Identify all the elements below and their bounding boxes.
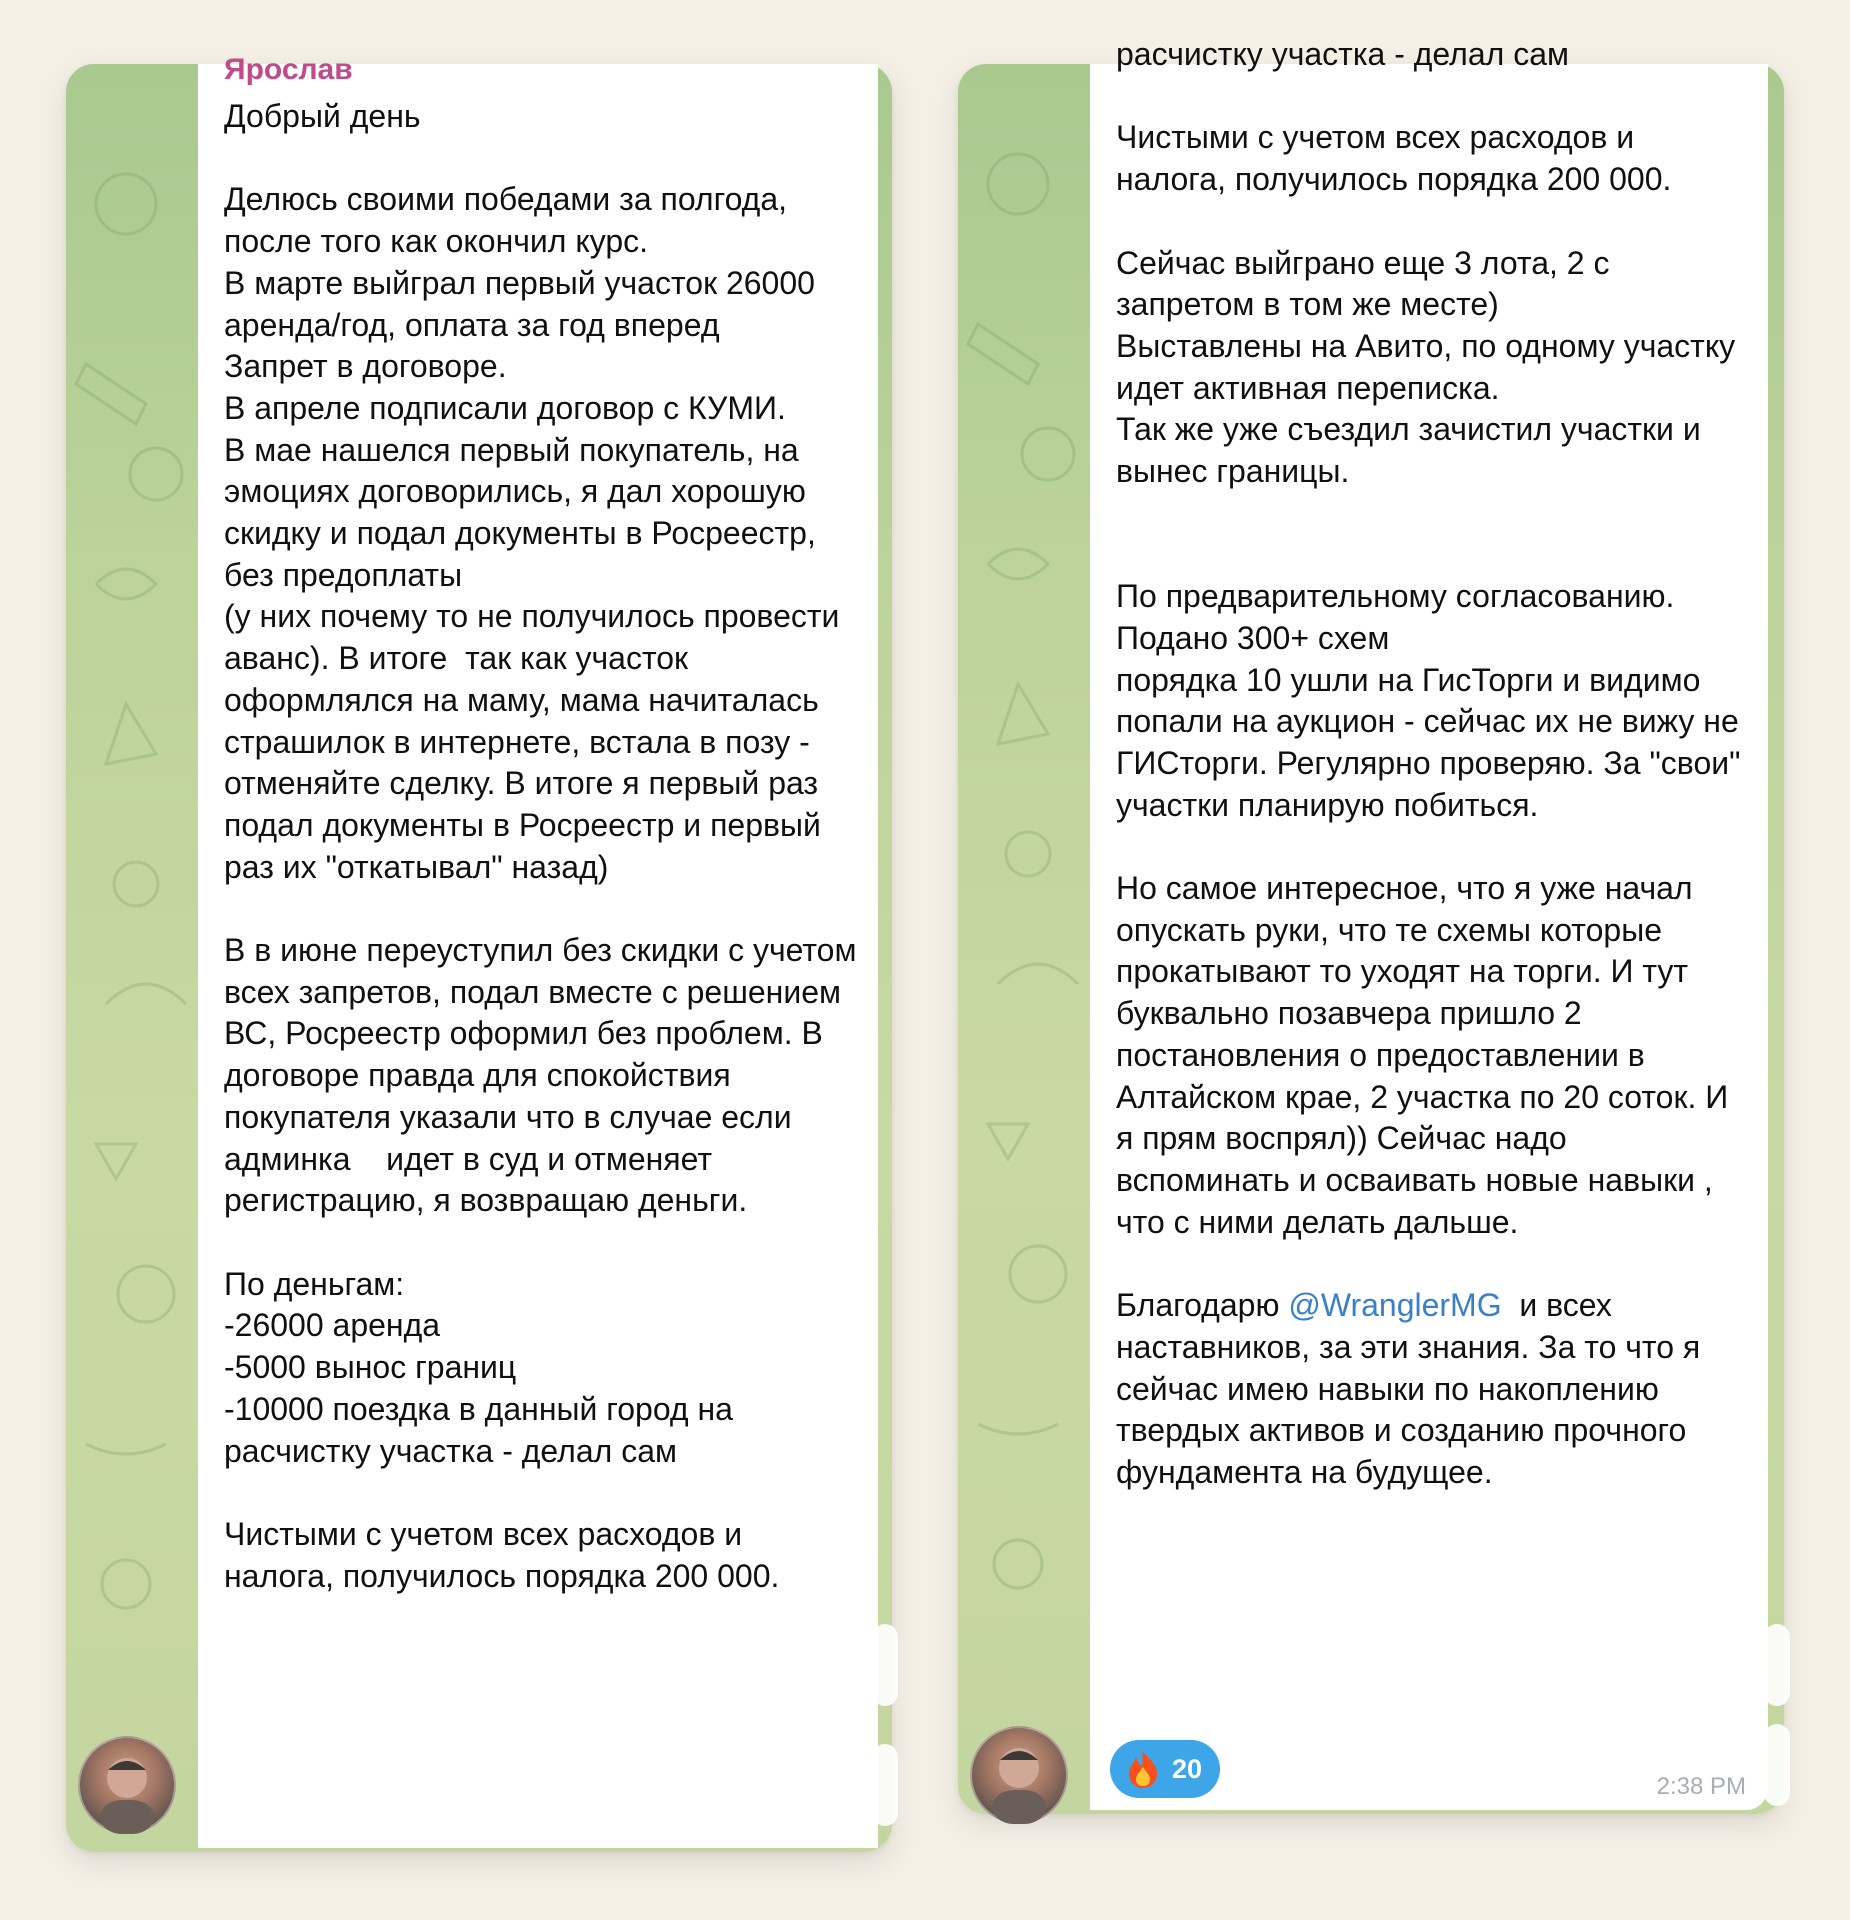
flame-icon: [1124, 1749, 1162, 1789]
message-text-part: расчистку участка - делал сам Чистыми с учетом всех расходов и налога, получилось порядка 200 000. Сейчас выйграно еще 3 лота, 2 с запретом в том же месте) Выставлены на Авито, по одному участку идет активная переписка. Так же уже съездил зачистил участки и вынес границы. По предварительному согласованию. Подано 300+ схем порядка 10 ушли на ГисТорги и видимо попали на аукцион - сейчас их не вижу не ГИСторги. Регулярно проверяю. За "свои" участки планирую побиться. Но самое интересное, что я уже начал опускать руки, что те схемы которые прокатывают то уходят на торги. И тут буквально позавчера пришло 2 постановления о предоставлении в Алтайском крае, 2 участка по 20 соток. И я прям воспрял)) Сейчас надо вспоминать и осваивать новые навыки , что с ними делать дальше. Благодарю: [1116, 36, 1741, 1324]
sender-name[interactable]: Ярослав: [224, 53, 353, 86]
message-text: Добрый день Делюсь своими победами за полгода, после того как окончил курс. В марте выйграл первый участок 26000 аренда/год, оплата за год вперед Запрет в договоре. В апреле подписали договор с КУМИ. В мае нашелся первый покупатель, на эмоциях договорились, я дал хорошую скидку и подал документы в Росреестр, без предоплаты (у них почему то не получилось провести аванс). В итоге так как участок оформлялся на маму, мама начиталась страшилок в интернете, встала в позу - отменяйте сделку. В итоге я первый раз подал документы в Росреестр и первый раз их "откатывал" назад) В в июне переуступил без скидки с учетом всех запретов, подал вместе с решением ВС, Росреестр оформил без проблем. В договоре правда для спокойствия покупателя указали что в случае если админка идет в суд и отменяет регистрацию, я возвращаю деньги. По деньгам: -26000 аренда -5000 вынос границ -10000 поездка в данный город на расчистку участка - делал сам Чистыми с учетом всех расходов и налога, получилось порядка 200 000.: [224, 98, 857, 1594]
avatar-photo: [972, 1728, 1066, 1822]
mention-link[interactable]: @WranglerMG: [1288, 1287, 1502, 1324]
reaction-badge[interactable]: [1110, 1740, 1220, 1798]
reaction-count: 20: [1172, 1753, 1203, 1784]
message-bubble: [198, 53, 878, 1848]
chat-screenshot-left: [66, 53, 892, 1852]
avatar[interactable]: [78, 1736, 176, 1834]
message-text-part: и всех наставников, за эти знания. За то что я сейчас имею навыки по накоплению твердых активов и созданию прочного фундамента на будущее.: [1116, 1287, 1710, 1490]
chat-screenshot-right: [958, 36, 1784, 1814]
message-text: [1116, 34, 1748, 1494]
avatar-photo: [80, 1738, 174, 1832]
message-bubble: [1090, 36, 1768, 1810]
avatar[interactable]: [970, 1726, 1068, 1824]
message-timestamp: 2:38 PM: [1656, 1773, 1746, 1800]
